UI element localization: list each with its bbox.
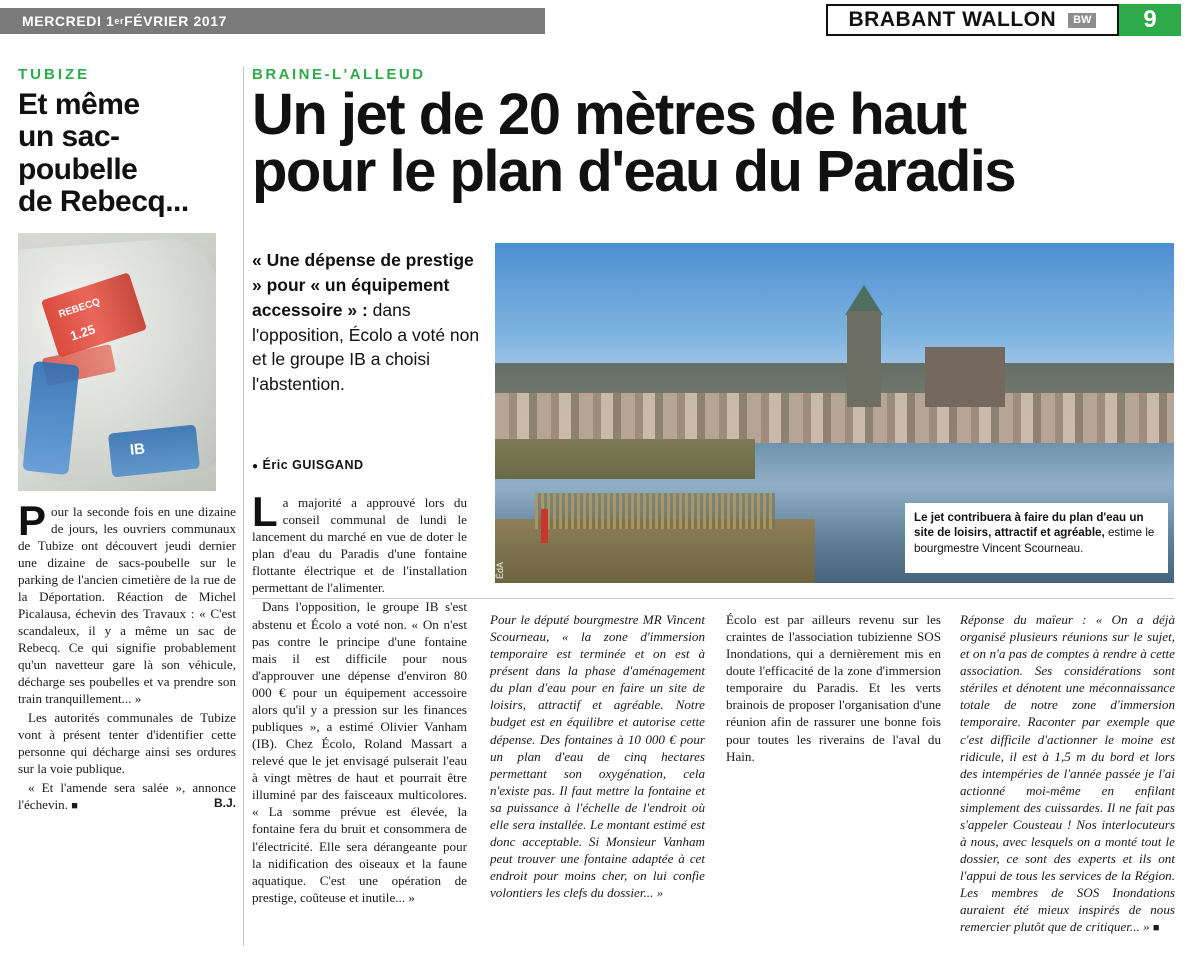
issue-date-suffix: FÉVRIER 2017 bbox=[124, 13, 227, 29]
left-paragraph-3 bbox=[18, 779, 236, 813]
main-dropcap: L bbox=[252, 488, 278, 535]
main-paragraph-4: Écolo est par ailleurs revenu sur les craintes de l'association tubizienne SOS Inondations, qui a dernièrement mis en doute l'efficacité de la zone d'immersion temporaire du Paradis. Et les verts brainois de proposer l'organisation d'une réunion afin de rassurer une bonne fois pour toutes les riverains de l'aval du Hain. bbox=[726, 612, 941, 764]
photo-credit: ÉdA bbox=[495, 561, 505, 579]
main-paragraph-2: Dans l'opposition, le groupe IB s'est abstenu et Écolo a voté non. « On n'est pas contre le principe d'une fontaine mais il est difficile pour nous d'approuver une dépense d'environ 80 000 € pour un équipement accessoire alors qu'il y a pression sur les finances publiques », a estimé Olivier Vanham (IB). Chez Écolo, Roland Massart a relevé que le jet envisagé pulserait l'eau à vingt mètres de haut et pourrait être illuminé par des faisceaux multicolores. « La somme prévue est élevée, la fontaine fera du bruit et consommera de l'électricité. Elle sera dérangeante pour la nidification des oiseaux et la faune aquatique. C'est une opération de prestige, coûteuse et inutile... » bbox=[252, 599, 467, 905]
left-paragraph-2: Les autorités communales de Tubize vont à présent tenter d'identifier cette personne qui décharge ainsi ses ordures sur la voie publique. bbox=[18, 709, 236, 776]
column-divider bbox=[243, 66, 244, 946]
photo-caption bbox=[905, 503, 1168, 573]
bag-brand-label-2: IB bbox=[129, 439, 146, 459]
body-column-3 bbox=[726, 611, 941, 767]
photo-caption-rest: estime le bourgmestre Vincent Scourneau. bbox=[914, 526, 1155, 555]
main-paragraph-5-text: Réponse du maïeur : « On a déjà organisé plusieurs réunions sur le sujet, et on n'a pas de comptes à rendre à cette association. Ses considérations sont stériles et dénotent une méconnaissance totale de notre zone d'immersion temporaire. Raconter par exemple que c'est difficile d'actionner le moine est ridicule, il est à 1,5 m du bord et lors des intempéries de l'année passée je l'ai actionné moi-même en enfilant simplement des cuissardes. Il ne fait pas s'appeler Cousteau ! Nos interlocuteurs à nous, avec lesquels on a monté tout le dossier, ce sont des experts et ils ont l'appui de tous les services de la Région. Les membres de SOS Inondations auraient été mieux inspirés de nous remercier plutôt que de critiquer... » bbox=[960, 612, 1175, 935]
main-article-byline bbox=[252, 458, 364, 472]
issue-date-ordinal: er bbox=[114, 16, 125, 26]
photo-reeds bbox=[535, 493, 775, 529]
byline-author: Éric GUISGAND bbox=[262, 458, 364, 472]
left-headline-line1: Et même bbox=[18, 88, 140, 121]
left-headline-line3: de Rebecq... bbox=[18, 185, 189, 219]
photo-caption-bold: Le jet contribuera à faire du plan d'eau un site de loisirs, attractif et agréable, bbox=[914, 511, 1144, 540]
main-headline-line2: pour le plan d'eau du Paradis bbox=[252, 138, 1016, 204]
body-column-4 bbox=[960, 611, 1175, 938]
left-article-photo bbox=[18, 233, 216, 491]
section-tag: BW bbox=[1068, 13, 1096, 28]
photo-red-post bbox=[541, 509, 548, 543]
page-header bbox=[0, 0, 1191, 40]
left-dropcap: P bbox=[18, 496, 47, 544]
main-article-kicker: BRAINE-L'ALLEUD bbox=[252, 66, 426, 83]
left-paragraph-1 bbox=[18, 496, 236, 707]
main-paragraph-3: Pour le député bourgmestre MR Vincent Scourneau, « la zone d'immersion temporaire est terminée et on est à présent dans la phase d'aménagement du plan d'eau pour en faire un site de loisirs, attractif et agréable. Notre budget est en équilibre et autorise cette dépense. Des fontaines à 10 000 € pour un plan d'eau de cinq hectares permettant son oxygénation, cela n'existe pas. Il faut mettre la fontaine et sa puissance à l'échelle de l'endroit où elle sera installée. Le montant estimé est donc acceptable. Si Monsieur Vanham peut trouver une fontaine adaptée à cet endroit pour moins cher, on lui confie volontiers les clefs du dossier... » bbox=[490, 612, 705, 901]
main-article-standfirst bbox=[252, 248, 484, 397]
left-article-headline bbox=[18, 89, 236, 219]
bag-price-label: 1.25 bbox=[68, 321, 98, 344]
main-paragraph-1 bbox=[252, 488, 467, 596]
body-column-2 bbox=[490, 611, 705, 903]
bag-brand-label-1: REBECQ bbox=[57, 296, 102, 320]
page-number: 9 bbox=[1119, 4, 1181, 36]
main-headline-line1: Un jet de 20 mètres de haut bbox=[252, 82, 966, 147]
section-header bbox=[826, 4, 1181, 36]
main-article-header bbox=[252, 66, 1174, 204]
left-signature: B.J. bbox=[213, 795, 236, 810]
left-article-kicker: TUBIZE bbox=[18, 66, 91, 83]
main-paragraph-1-text: a majorité a approuvé lors du conseil communal de lundi le lancement du marché en vue de doter le plan d'eau du Paradis d'une fontaine flottante électrique et de l'installation permettant de l'alimenter. bbox=[252, 495, 467, 596]
left-headline-line2: un sac-poubelle bbox=[18, 120, 138, 186]
left-end-square: ■ bbox=[71, 799, 78, 812]
main-paragraph-5 bbox=[960, 611, 1175, 936]
left-article-body bbox=[18, 496, 236, 814]
main-article-headline bbox=[252, 82, 1174, 204]
photo-church-tower bbox=[847, 311, 881, 407]
issue-date-prefix: MERCREDI 1 bbox=[22, 13, 115, 29]
left-paragraph-1-text: our la seconde fois en une dizaine de jours, les ouvriers communaux de Tubize ont découvert jeudi dernier une dizaine de sacs-poubelle sur le parking de l'ancien cimetière de la rue de la Déportation. Réaction de Michel Picalausa, échevin des Travaux : « C'est scandaleux, il y a même un sac de Rebecq. Ce qui signifie probablement qu'un navetteur gare là son véhicule, décharge ses poubelles et va prendre son train tranquillement... » bbox=[18, 503, 236, 706]
section-title: BRABANT WALLON bbox=[848, 8, 1057, 31]
body-column-1 bbox=[252, 488, 467, 908]
standfirst-bold: « Une dépense de prestige » pour « un équipement accessoire » : bbox=[252, 250, 474, 320]
section-title-box bbox=[826, 4, 1119, 36]
left-article bbox=[18, 66, 236, 815]
standfirst-rest: dans l'opposition, Écolo a voté non et le groupe IB a choisi l'abstention. bbox=[252, 299, 480, 395]
bag-blue-band-2 bbox=[108, 424, 200, 477]
left-paragraph-3-text: « Et l'amende sera salée », annonce l'échevin. bbox=[18, 779, 236, 812]
photo-church-nave bbox=[925, 347, 1005, 407]
byline-bullet-icon: ● bbox=[252, 461, 259, 472]
issue-date bbox=[0, 8, 545, 34]
main-end-square: ■ bbox=[1152, 922, 1160, 935]
photo-far-bank bbox=[495, 439, 755, 479]
